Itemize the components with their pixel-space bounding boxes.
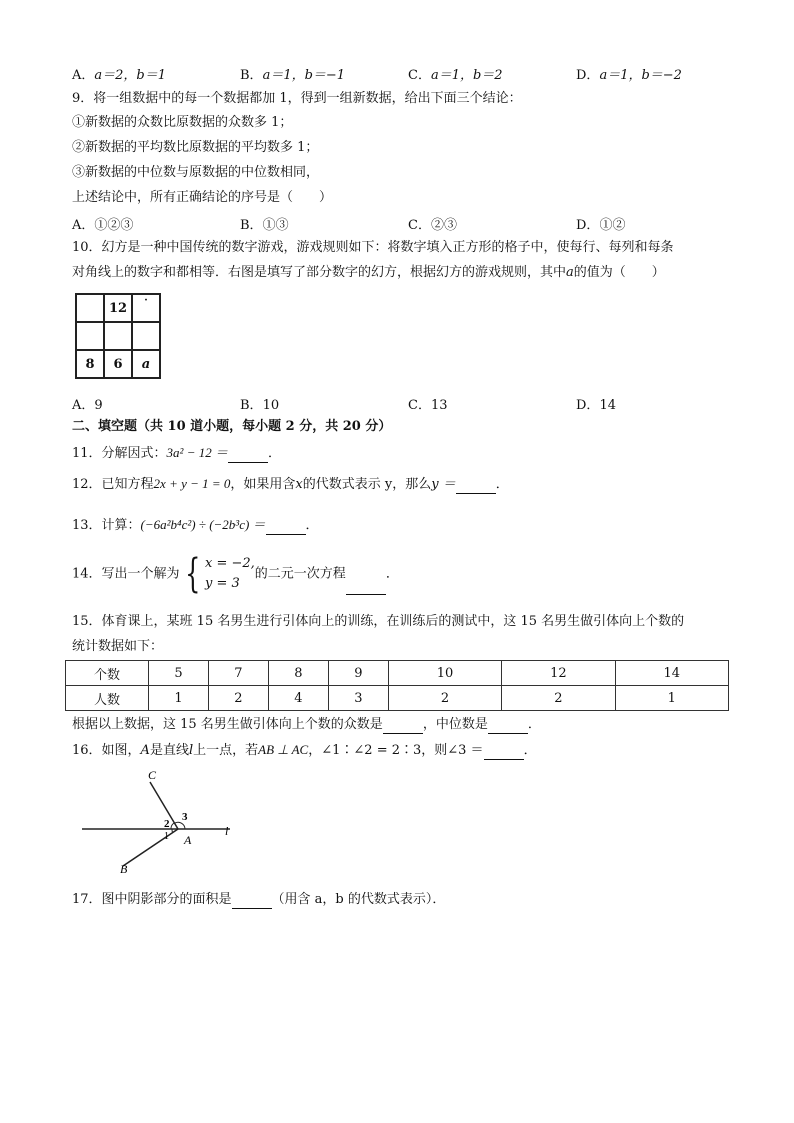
q10-option-b: B．10 — [240, 398, 280, 413]
q11: 11．分解因式：3a² − 12 ＝ ． — [72, 445, 281, 461]
table-row — [66, 661, 729, 686]
q8-option-d: D．a＝1，b＝−2 — [576, 68, 682, 83]
q15-line-2: 统计数据如下： — [72, 639, 164, 654]
table-cell: 5 — [149, 661, 209, 686]
q9-options — [72, 214, 762, 232]
label-angle-2: 2 — [164, 818, 170, 830]
q17-answer-blank — [232, 894, 272, 909]
q9-stem: 9．将一组数据中的每一个数据都加 1，得到一组新数据，给出下面三个结论： — [72, 91, 522, 106]
magic-square — [75, 293, 161, 379]
q10-line-2: 对角线上的数字和都相等．右图是填写了部分数字的幻方，根据幻方的游戏规则，其中a的值为（ ） — [72, 265, 665, 280]
q16: 16．如图，A是直线l上一点，若AB ⊥ AC，∠1∶∠2 = 2∶3，则∠3 ＝ ． — [72, 742, 537, 758]
q15-question: 根据以上数据，这 15 名男生做引体向上个数的众数是 ，中位数是 ． — [72, 717, 541, 732]
magic-cell: · — [132, 294, 160, 322]
table-cell: 4 — [268, 686, 328, 711]
label-C: C — [148, 768, 157, 782]
table-cell: 1 — [615, 686, 728, 711]
magic-cell: 8 — [76, 350, 104, 378]
q14-system: x = −2, y = 3 — [205, 556, 255, 591]
table-cell: 1 — [149, 686, 209, 711]
ray-ab — [123, 829, 178, 866]
magic-cell: a — [132, 350, 160, 378]
q14-answer-blank — [346, 580, 386, 595]
q12: 12．已知方程2x + y − 1 = 0，如果用含x的代数式表示 y，那么y ＝ ． — [72, 476, 509, 492]
magic-cell — [132, 322, 160, 350]
q8-option-c: C．a＝1，b＝2 — [408, 68, 503, 83]
q17: 17．图中阴影部分的面积是 （用含 a，b 的代数式表示）． — [72, 892, 446, 907]
table-cell: 2 — [388, 686, 501, 711]
q10-options — [72, 394, 762, 412]
q10-option-d: D．14 — [576, 398, 616, 413]
table-header-count: 个数 — [66, 661, 149, 686]
table-cell: 2 — [208, 686, 268, 711]
q9-ask: 上述结论中，所有正确结论的序号是（ ） — [72, 190, 333, 205]
q10-option-c: C．13 — [408, 398, 448, 413]
magic-cell — [76, 322, 104, 350]
angle-2-arc — [171, 823, 174, 829]
label-angle-1: 1 — [164, 831, 169, 842]
q9-conclusion-1: ①新数据的众数比原数据的众数多 1； — [72, 115, 293, 130]
magic-cell — [76, 294, 104, 322]
table-cell: 7 — [208, 661, 268, 686]
q12-answer-blank — [456, 479, 496, 494]
table-cell: 3 — [328, 686, 388, 711]
q9-option-d: D．①② — [576, 218, 626, 233]
q11-answer-blank — [228, 448, 268, 463]
table-cell: 14 — [615, 661, 728, 686]
q9-conclusion-2: ②新数据的平均数比原数据的平均数多 1； — [72, 140, 319, 155]
label-angle-3: 3 — [182, 811, 188, 823]
magic-cell — [104, 322, 132, 350]
section-2-heading: 二、填空题（共 10 道小题，每小题 2 分，共 20 分） — [72, 419, 392, 434]
q8-options — [72, 64, 762, 82]
pullup-table — [65, 660, 729, 711]
label-A: A — [184, 833, 192, 847]
table-row — [66, 686, 729, 711]
q16-answer-blank — [484, 745, 524, 760]
q15-line-1: 15．体育课上，某班 15 名男生进行引体向上的训练，在训练后的测试中，这 15 名男生做引体向上个数的 — [72, 614, 685, 629]
table-cell: 2 — [502, 686, 615, 711]
q9-conclusion-3: ③新数据的中位数与原数据的中位数相同， — [72, 165, 320, 180]
magic-cell: 6 — [104, 350, 132, 378]
label-B: B — [120, 862, 128, 876]
table-cell: 9 — [328, 661, 388, 686]
q16-figure — [78, 762, 248, 880]
table-header-people: 人数 — [66, 686, 149, 711]
q9-option-b: B．①③ — [240, 218, 289, 233]
q13-answer-blank — [266, 520, 306, 535]
q15-median-blank — [488, 719, 528, 734]
label-l: l — [225, 824, 229, 838]
table-cell: 8 — [268, 661, 328, 686]
q8-option-b: B．a＝1，b＝−1 — [240, 68, 346, 83]
q9-option-c: C．②③ — [408, 218, 457, 233]
table-cell: 12 — [502, 661, 615, 686]
table-cell: 10 — [388, 661, 501, 686]
q15-mode-blank — [383, 719, 423, 734]
q9-option-a: A．①②③ — [72, 218, 134, 233]
magic-cell: 12 — [104, 294, 132, 322]
q10-line-1: 10．幻方是一种中国传统的数字游戏，游戏规则如下：将数字填入正方形的格子中，使每行、每列和每条 — [72, 240, 674, 255]
q14: 14．写出一个解为 { x = −2, y = 3的二元一次方程 ． — [72, 551, 399, 597]
q13: 13．计算：(−6a²b⁴c²) ÷ (−2b³c) ＝ ． — [72, 517, 319, 533]
q8-option-a: A．a＝2，b＝1 — [72, 68, 167, 83]
q10-option-a: A．9 — [72, 398, 103, 413]
brace-symbol: { — [184, 551, 200, 597]
